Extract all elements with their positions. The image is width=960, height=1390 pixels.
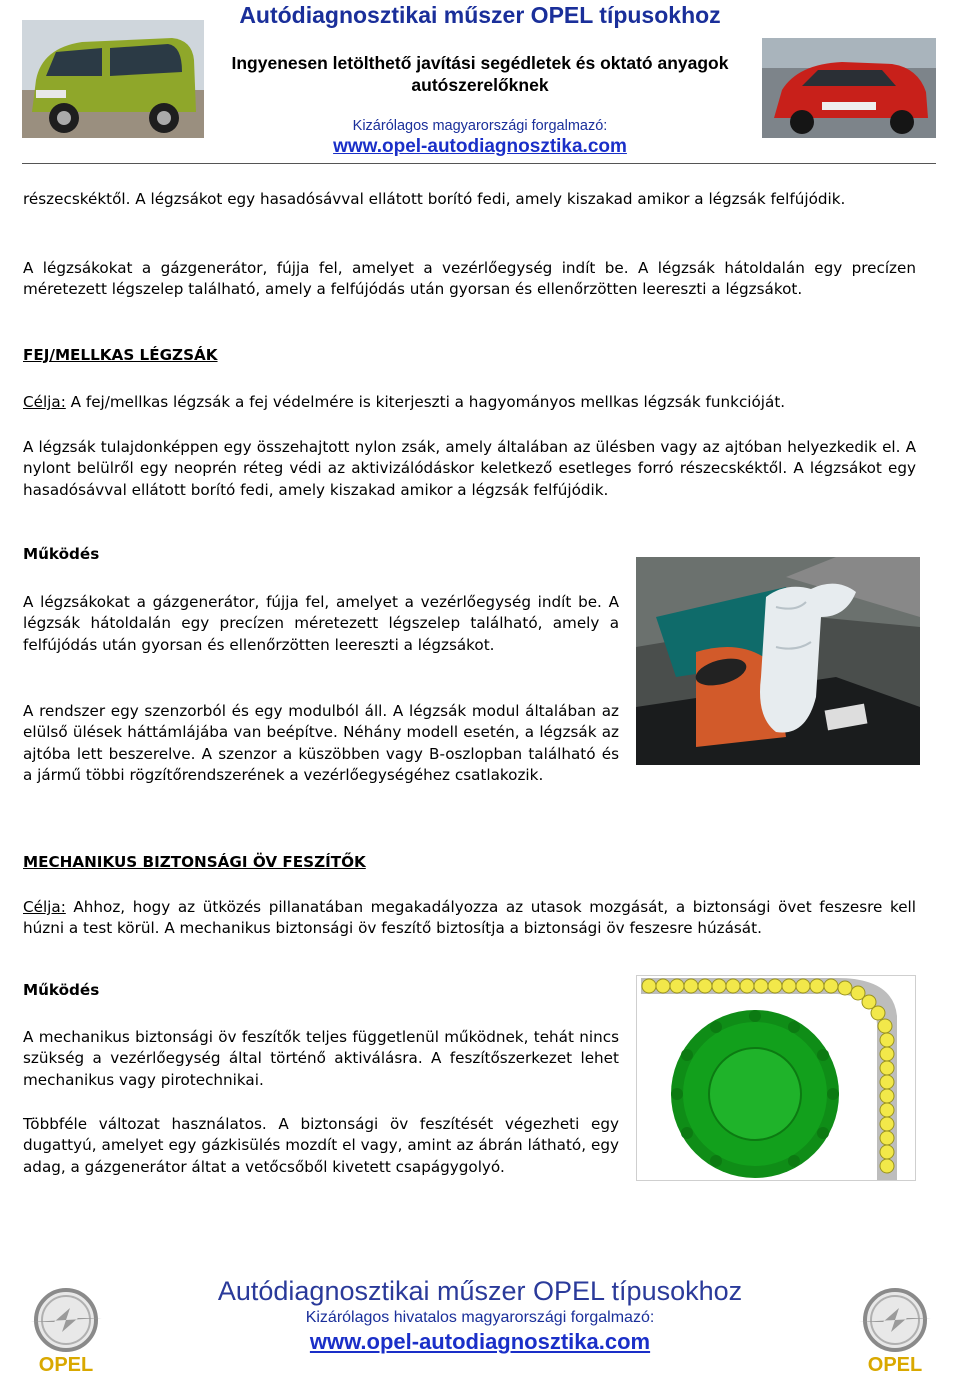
paragraph-7: Többféle változat használatos. A biztonsági öv feszítését végezheti egy dugattyú, amelyet egy gázkisülés mozdít el vagy, amint az ábrán látható, egy adag, a gázgenerátor áltat a vetőcsőből kivetett csapágygolyó. xyxy=(23,1115,619,1176)
airbag-deployment-photo xyxy=(636,557,920,765)
heading-mechanical-belt-tensioner: MECHANIKUS BIZTONSÁGI ÖV FESZÍTŐK xyxy=(23,853,366,871)
header-title: Autódiagnosztikai műszer OPEL típusokhoz xyxy=(239,2,721,28)
paragraph-6: A mechanikus biztonsági öv feszítők teljes függetlenül működnek, tehát nincs szükség a vezérlőegység által történő aktiválásra. A feszítőszerkezet lehet mechanikus vagy pirotechnikai. xyxy=(23,1028,619,1089)
header-distributor: Kizárólagos magyarországi forgalmazó: xyxy=(352,118,608,134)
header-subtitle: Ingyenesen letölthető javítási segédletek és oktató anyagok autószerelőknek xyxy=(231,53,729,95)
belt-tensioner-diagram xyxy=(636,975,916,1181)
heading-head-chest-airbag: FEJ/MELLKAS LÉGZSÁK xyxy=(23,346,218,364)
paragraph-5: A rendszer egy szenzorból és egy modulból áll. A légzsák modul általában az elülső ülések háttámlájába van beépítve. Néhány modell esetén, a légzsák az ajtóba lett beszerelve. A szenzor a küszöbben vagy B-oszlopban található és a jármű többi rögzítőrendszerének a vezérlőegységéhez csatlakozik. xyxy=(23,702,619,784)
paragraph-purpose-1 xyxy=(23,392,916,413)
paragraph-3: A légzsák tulajdonképpen egy összehajtott nylon zsák, amely általában az ülésben vagy az ajtóban helyezkedik el. A nylont belülről egy neoprén réteg védi az aktivizálódáskor keletkező esetleges forró részecskéktől. A légzsákot egy hasadósávval ellátott borító fedi, amely kiszakad amikor a légzsák felfújódik. xyxy=(23,438,916,499)
footer-title: Autódiagnosztikai műszer OPEL típusokhoz xyxy=(217,1276,743,1306)
paragraph-purpose-2 xyxy=(23,897,916,940)
paragraph-1: részecskéktől. A légzsákot egy hasadósávval ellátott borító fedi, amely kiszakad amikor a légzsák felfújódik. xyxy=(23,190,846,208)
opel-logo-text-right: OPEL xyxy=(867,1354,923,1376)
footer-url-link[interactable]: www.opel-autodiagnosztika.com xyxy=(309,1329,651,1354)
opel-logo-text-left: OPEL xyxy=(38,1354,94,1376)
paragraph-2: A légzsákokat a gázgenerátor, fújja fel, amelyet a vezérlőegység indít be. A légzsák hátoldalán egy precízen méretezett légszelep található, amely a felfújódás után gyorsan és ellenőrzötten leereszti a légzsákot. xyxy=(23,259,916,299)
purpose-text-2: Ahhoz, hogy az ütközés pillanatában megakadályozza az utasok mozgását, a biztonsági övet feszesre kell húzni a test körül. A mechanikus biztonsági öv feszítő biztosítja a biztonsági öv feszesre húzását. xyxy=(23,898,916,938)
header-divider xyxy=(22,163,936,164)
paragraph-4: A légzsákokat a gázgenerátor, fújja fel, amelyet a vezérlőegység indít be. A légzsák hátoldalán egy precízen méretezett légszelep található, amely a felfújódás után gyorsan és ellenőrzötten leereszti a légzsákot. xyxy=(23,593,619,654)
heading-operation-1: Működés xyxy=(23,545,100,563)
header-url-link[interactable]: www.opel-autodiagnosztika.com xyxy=(333,136,627,157)
purpose-text: A fej/mellkas légzsák a fej védelmére is kiterjeszti a hagyományos mellkas légzsák funkcióját. xyxy=(65,393,786,411)
purpose-label-2: Célja: xyxy=(23,898,66,916)
heading-operation-2: Működés xyxy=(23,981,100,999)
purpose-label: Célja: xyxy=(23,393,66,411)
footer-distributor: Kizárólagos hivatalos magyarországi forgalmazó: xyxy=(305,1309,655,1326)
